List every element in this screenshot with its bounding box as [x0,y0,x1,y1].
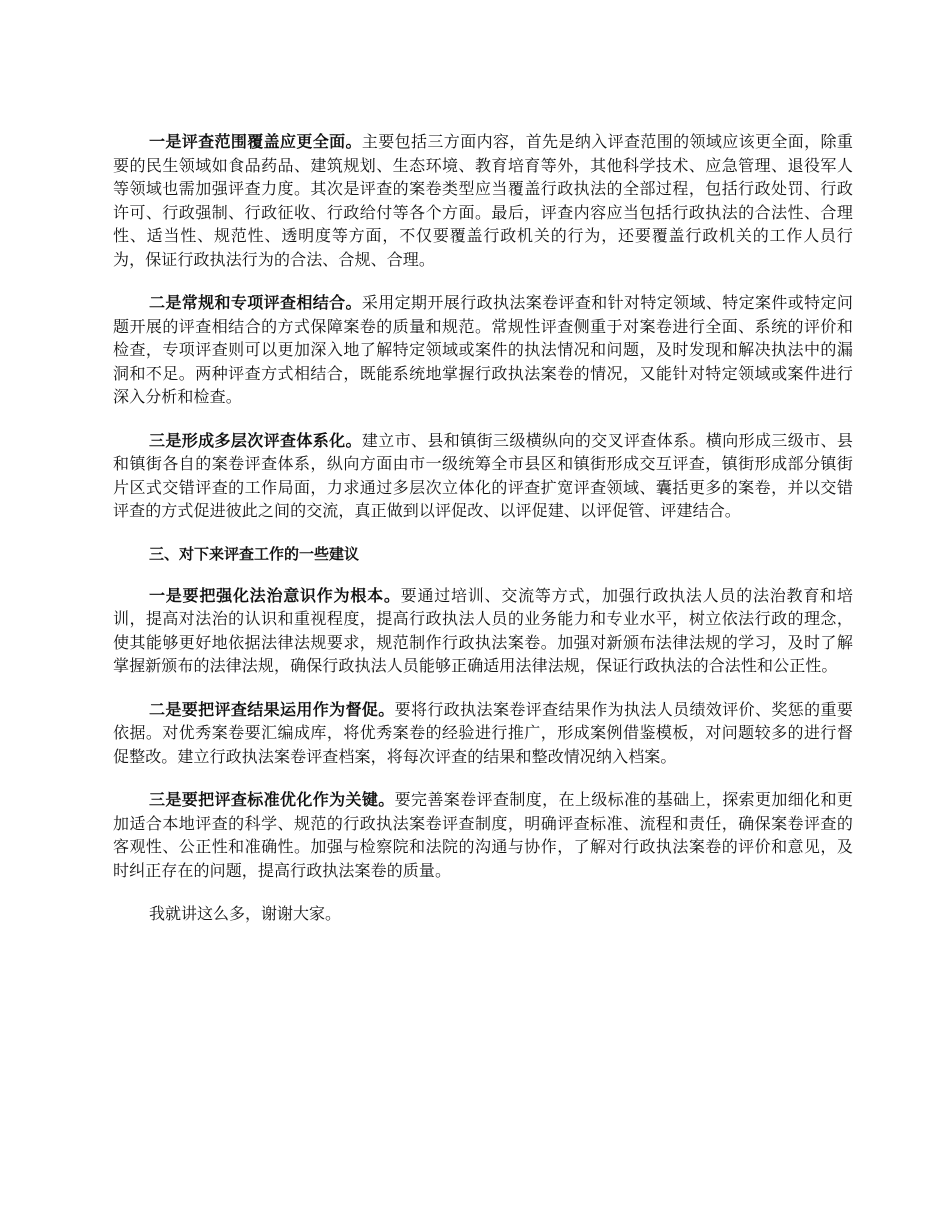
suggestion-lead: 三是要把评查标准优化作为关键。 [149,790,395,809]
paragraph-text: 主要包括三方面内容，首先是纳入评查范围的领域应该更全面，除重要的民生领域如食品药品、建筑规划、生态环境、教育培育等外，其他科学技术、应急管理、退役军人等领域也需加强评查力度。其次是评查的案卷类型应当覆盖行政执法的全部过程，包括行政处罚、行政许可、行政强制、行政征收、行政给付等各个方面。最后，评查内容应当包括行政执法的合法性、合理性、适当性、规范性、透明度等方面，不仅要覆盖行政机关的行为，还要覆盖行政机关的工作人员行为，保证行政执法行为的合法、合规、合理。 [113,132,853,269]
suggestion-lead: 二是要把评查结果运用作为督促。 [149,699,395,719]
paragraph-scope [113,130,853,271]
paragraph-combined-review [113,291,853,409]
suggestion-standard-optimization [113,788,853,882]
suggestion-result-use [113,698,853,769]
suggestion-lead: 一是要把强化法治意识作为根本。 [149,585,401,605]
suggestion-text: 要通过培训、交流等方式，加强行政执法人员的法治教育和培训，提高对法治的认识和重视程度，提高行政执法人员的业务能力和专业水平，树立依法行政的理念，使其能够更好地依据法律法规要求，规范制作行政执法案卷。加强对新颁布法律法规的学习，及时了解掌握新颁布的法律法规，确保行政执法人员能够正确适用法律法规，保证行政执法的合法性和公正性。 [113,585,853,675]
suggestion-text: 要将行政执法案卷评查结果作为执法人员绩效评价、奖惩的重要依据。对优秀案卷要汇编成库，将优秀案卷的经验进行推广，形成案例借鉴模板，对问题较多的进行督促整改。建立行政执法案卷评查档案，将每次评查的结果和整改情况纳入档案。 [113,699,853,766]
paragraph-text: 建立市、县和镇街三级横纵向的交叉评查体系。横向形成三级市、县和镇街各自的案卷评查体系，纵向方面由市一级统筹全市县区和镇街形成交互评查，镇街形成部分镇街片区式交错评查的工作局面，力求通过多层次立体化的评查扩宽评查领域、囊括更多的案卷，并以交错评查的方式促进彼此之间的交流，真正做到以评促改、以评促建、以评促管、评建结合。 [113,430,853,520]
paragraph-text: 采用定期开展行政执法案卷评查和针对特定领域、特定案件或特定问题开展的评查相结合的方式保障案卷的质量和规范。常规性评查侧重于对案卷进行全面、系统的评价和检查，专项评查则可以更加深入地了解特定领域或案件的执法情况和问题，及时发现和解决执法中的漏洞和不足。两种评查方式相结合，既能系统地掌握行政执法案卷的情况，又能针对特定领域或案件进行深入分析和检查。 [113,293,853,406]
suggestion-rule-of-law [113,584,853,678]
paragraph-lead: 二是常规和专项评查相结合。 [149,293,362,312]
closing-remark: 我就讲这么多，谢谢大家。 [149,904,342,923]
suggestion-text: 要完善案卷评查制度，在上级标准的基础上，探索更加细化和更加适合本地评查的科学、规范的行政执法案卷评查制度，明确评查标准、流程和责任，确保案卷评查的客观性、公正性和准确性。加强与检察院和法院的沟通与协作，了解对行政执法案卷的评价和意见，及时纠正存在的问题，提高行政执法案卷的质量。 [113,790,853,880]
paragraph-lead: 一是评查范围覆盖应更全面。 [149,132,362,151]
document-page [113,130,853,925]
paragraph-multilevel-system [113,429,853,523]
paragraph-lead: 三是形成多层次评查体系化。 [149,430,362,450]
section-heading: 三、对下来评查工作的一些建议 [149,544,360,563]
